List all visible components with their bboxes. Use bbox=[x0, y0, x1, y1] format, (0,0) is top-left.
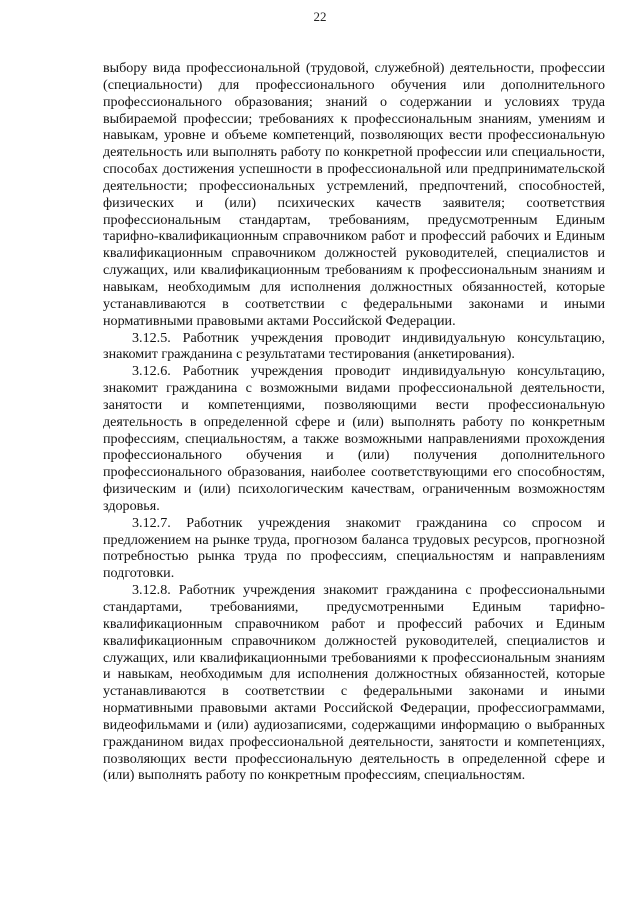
paragraph-continuation: выбору вида профессиональной (трудовой, служебной) деятельности, профессии (специальности) для профессионального обучения или дополнительного профессионального образования; знаний о содержании и условиях труда выбираемой профессии; требованиях к профессиональным знаниям, умениям и навыкам, уровне и объеме компетенций, позволяющих вести профессиональную деятельность или выполнять работу по конкретной профессии или специальности, способах достижения успешности в профессиональной или предпринимательской деятельности; профессиональных устремлений, предпочтений, способностей, физических и (или) психических качеств заявителя; соответствия профессиональным стандартам, требованиям, предусмотренным Единым тарифно-квалификационным справочником работ и профессий рабочих и Единым квалификационным справочником должностей руководителей, специалистов и служащих, или квалификационным требованиям к профессиональным знаниям и навыкам, необходимым для исполнения должностных обязанностей, которые устанавливаются в соответствии с федеральными законами и иными нормативными правовыми актами Российской Федерации. bbox=[103, 60, 605, 329]
paragraph-3-12-5: 3.12.5. Работник учреждения проводит индивидуальную консультацию, знакомит гражданина с результатами тестирования (анкетирования). bbox=[103, 329, 605, 363]
paragraph-3-12-6: 3.12.6. Работник учреждения проводит индивидуальную консультацию, знакомит гражданина с возможными видами профессиональной деятельности, занятости и компетенциями, позволяющими вести профессиональную деятельность в определенной сфере и (или) выполнять работу по конкретным профессиям, специальностям, а также возможными направлениями прохождения профессионального обучения и (или) получения дополнительного профессионального образования, наиболее соответствующими его способностям, физическим и (или) психологическим качествам, ограниченным возможностям здоровья. bbox=[103, 363, 605, 514]
document-body bbox=[103, 60, 605, 784]
paragraph-3-12-8: 3.12.8. Работник учреждения знакомит гражданина с профессиональными стандартами, требованиями, предусмотренными Единым тарифно-квалификационным справочником работ и профессий рабочих и Единым квалификационным справочником должностей руководителей, специалистов и служащих, или квалификационными требованиями к профессиональным знаниям и навыкам, необходимым для исполнения должностных обязанностей, которые устанавливаются в соответствии с федеральными законами и иными нормативными правовыми актами Российской Федерации, профессиограммами, видеофильмами и (или) аудиозаписями, содержащими информацию о выбранных гражданином видах профессиональной деятельности, занятости и компетенциях, позволяющих вести профессиональную деятельность в определенной сфере и (или) выполнять работу по конкретным профессиям, специальностям. bbox=[103, 582, 605, 784]
page-number: 22 bbox=[313, 9, 327, 24]
paragraph-3-12-7: 3.12.7. Работник учреждения знакомит гражданина со спросом и предложением на рынке труда, прогнозом баланса трудовых ресурсов, прогнозной потребностью рынка труда по профессиям, специальностям и направлениям подготовки. bbox=[103, 514, 605, 582]
